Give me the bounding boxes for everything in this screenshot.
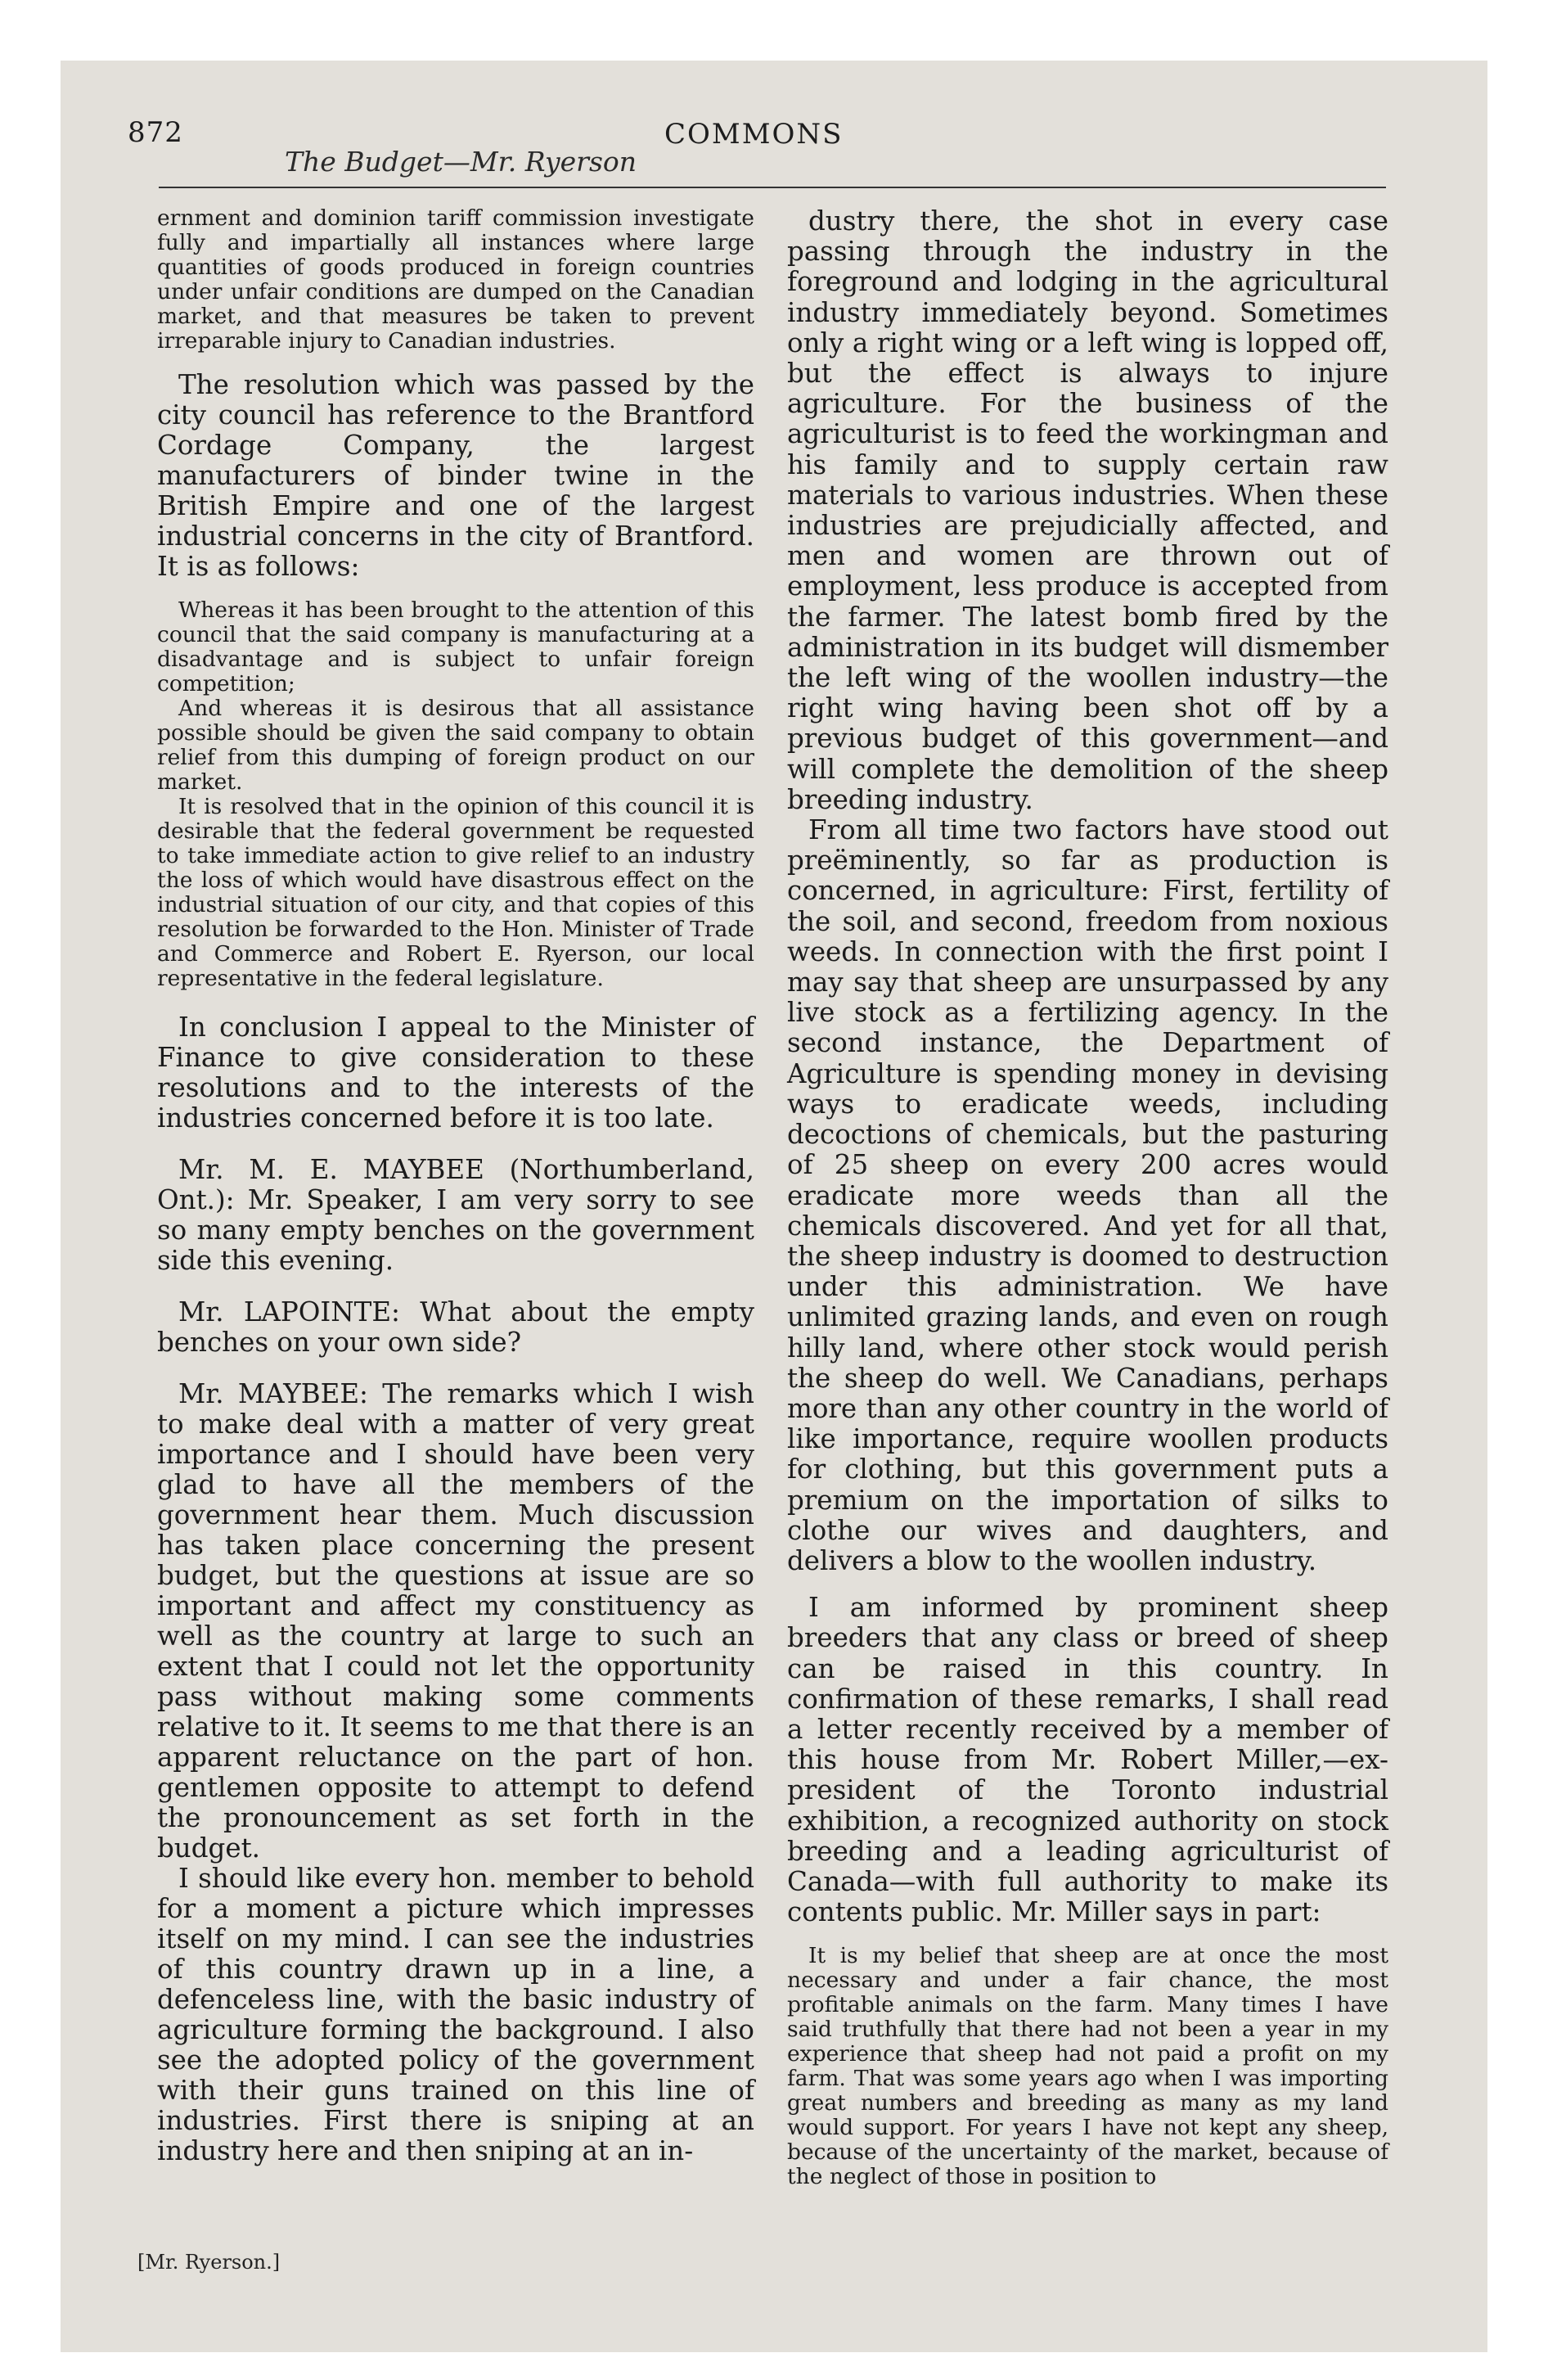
header-rule <box>159 187 1386 188</box>
page-number: 872 <box>128 116 183 149</box>
paragraph: I am informed by prominent sheep breeders that any class or breed of sheep can be raised in this country. In confirmation of these remarks, I shall read a letter recently received by a member of this house from Mr. Robert Miller,—ex-president of the Toronto industrial exhibition, a recognized authority on stock breeding and a leading agriculturist of Canada—with full authority to make its contents public. Mr. Miller says in part: <box>787 1592 1388 1928</box>
paragraph: Mr. MAYBEE: The remarks which I wish to make deal with a matter of very great importance and I should have been very glad to have all the members of the government hear them. Much discussion has taken place concerning the present budget, but the questions at issue are so important and affect my constituency as well as the country at large to such an extent that I could not let the opportunity pass without making some comments relative to it. It seems to me that there is an apparent reluctance on the part of hon. gentlemen opposite to attempt to defend the pronouncement as set forth in the budget. <box>157 1378 754 1864</box>
left-column <box>157 206 754 2166</box>
paragraph: dustry there, the shot in every case passing through the industry in the foreground and lodging in the agricultural industry immediately beyond. Sometimes only a right wing or a left wing is lopped off, but the effect is always to injure agriculture. For the business of the agriculturist is to feed the workingman and his family and to supply certain raw materials to various industries. When these industries are prejudicially affected, and men and women are thrown out of employment, less produce is accepted from the farmer. The latest bomb fired by the administration in its budget will dismember the left wing of the woollen industry—the right wing having been shot off by a previous budget of this government—and will complete the demolition of the sheep breeding industry. <box>787 205 1388 815</box>
paragraph: In conclusion I appeal to the Minister of Finance to give consideration to these resolutions and to the interests of the industries concerned before it is too late. <box>157 1012 754 1134</box>
paragraph: It is resolved that in the opinion of this council it is desirable that the federal government be requested to take immediate action to give relief to an industry the loss of which would have disastrous effect on the industrial situation of our city, and that copies of this resolution be forwarded to the Hon. Minister of Trade and Commerce and Robert E. Ryerson, our local representative in the federal legislature. <box>157 794 754 991</box>
running-subtitle: The Budget—Mr. Ryerson <box>285 146 637 178</box>
right-column <box>787 206 1388 2189</box>
paragraph: The resolution which was passed by the city council has reference to the Brantford Cordage Company, the largest manufacturers of binder twine in the British Empire and one of the largest industrial concerns in the city of Brantford. It is as follows: <box>157 369 754 582</box>
paragraph: ernment and dominion tariff commission investigate fully and impartially all instances where large quantities of goods produced in foreign countries under unfair conditions are dumped on the Canadian market, and that measures be taken to prevent irreparable injury to Canadian industries. <box>157 205 754 354</box>
paragraph: It is my belief that sheep are at once the most necessary and under a fair chance, the most profitable animals on the farm. Many times I have said truthfully that there had not been a year in my experience that sheep had not paid a profit on my farm. That was some years ago when I was importing great numbers and breeding as many as my land would support. For years I have not kept any sheep, because of the uncertainty of the market, because of the neglect of those in position to <box>787 1943 1388 2190</box>
paragraph: Whereas it has been brought to the attention of this council that the said company is manufacturing at a disadvantage and is subject to unfair foreign competition; <box>157 597 754 696</box>
paragraph: I should like every hon. member to behold for a moment a picture which impresses itself on my mind. I can see the industries of this country drawn up in a line, a defenceless line, with the basic industry of agriculture forming the background. I also see the adopted policy of the government with their guns trained on this line of industries. First there is sniping at an industry here and then sniping at an in- <box>157 1863 754 2166</box>
paragraph: And whereas it is desirous that all assistance possible should be given the said company to obtain relief from this dumping of foreign product on our market. <box>157 696 754 795</box>
paragraph: From all time two factors have stood out preëminently, so far as production is concerned, in agriculture: First, fertility of the soil, and second, freedom from noxious weeds. In connection with the first point I may say that sheep are unsurpassed by any live stock as a fertilizing agency. In the second instance, the Department of Agriculture is spending money in devising ways to eradicate weeds, including decoctions of chemicals, but the pasturing of 25 sheep on every 200 acres would eradicate more weeds than all the chemicals discovered. And yet for all that, the sheep industry is doomed to destruction under this administration. We have unlimited grazing lands, and even on rough hilly land, where other stock would perish the sheep do well. We Canadians, perhaps more than any other country in the world of like importance, require woollen products for clothing, but this government puts a premium on the importation of silks to clothe our wives and daughters, and delivers a blow to the woollen industry. <box>787 814 1388 1576</box>
running-title: COMMONS <box>664 118 844 151</box>
paragraph: Mr. M. E. MAYBEE (Northumberland, Ont.): Mr. Speaker, I am very sorry to see so many empty benches on the government side this evening. <box>157 1154 754 1276</box>
scanned-page <box>61 61 1487 2352</box>
paragraph: Mr. LAPOINTE: What about the empty benches on your own side? <box>157 1296 754 1358</box>
footer-attribution: [Mr. Ryerson.] <box>137 2251 281 2274</box>
